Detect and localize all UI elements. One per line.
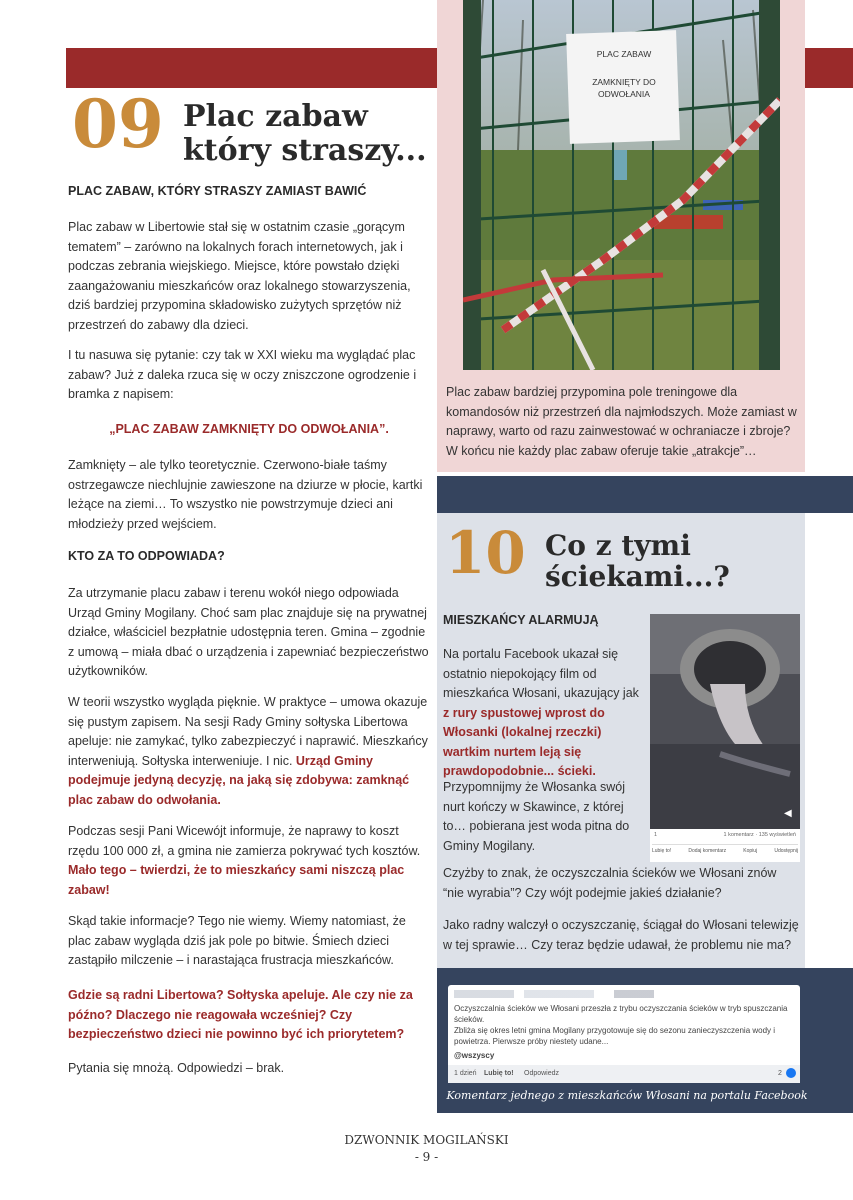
article-number: 09 [72, 85, 164, 163]
comment-action[interactable]: Dodaj komentarz [688, 848, 727, 854]
comment-time: 1 dzień [454, 1070, 477, 1077]
header-band-left [66, 48, 437, 88]
footer-title: DZWONNIK MOGILAŃSKI [344, 1133, 509, 1147]
article2-paragraph-2: Przypomnijmy że Włosanka swój nurt kończy w Skawince, z której to… pobierana jest woda pitna do Gminy Mogilany. [443, 780, 630, 853]
pipe-video-image [650, 614, 800, 829]
comment-reply[interactable]: Odpowiedz [524, 1070, 560, 1077]
closed-sign: PLAC ZABAW ZAMKNIĘTY DO ODWOŁANIA [592, 49, 656, 99]
article2-paragraph-1: Na portalu Facebook ukazał się ostatnio niepokojący film od mieszkańca Włosani, ukazujący jak z rury spustowej wprost do Włosanki (lokalnej rzeczki) wartkim nurtem leją się prawdopodobnie... ścieki. [443, 647, 639, 778]
comment-tag: @wszyscy [454, 1051, 495, 1060]
share-action[interactable]: Udostępnij [774, 848, 798, 854]
paragraph-2: I tu nasuwa się pytanie: czy tak w XXI wieku ma wyglądać plac zabaw? Już z daleka rzuca się w oczy zniszczone ogrodzenie i bramka z napisem: [68, 348, 417, 401]
quote-line: „PLAC ZABAW ZAMKNIĘTY DO ODWOŁANIA”. [109, 422, 389, 436]
paragraph-1: Plac zabaw w Libertowie stał się w ostatnim czasie „gorącym tematem” – zarówno na lokalnych forach internetowych, jak i podczas zebrania wiejskiego. Miejsce, które powstało dzięki zaangażowaniu mieszkańców oraz lokalnego stowarzyszenia, dziś bardziej przypomina składowisko zużytych sprzętów niż przestrzeń do zabawy dla dzieci. [68, 220, 411, 332]
header-band-right [805, 48, 853, 88]
paragraph-4: Za utrzymanie placu zabaw i terenu wokół niego odpowiada Urząd Gminy Mogilany. Choć sam plac znajduje się na prywatnej działce, właściciel bezpłatnie udostępnia teren. Gmina – zgodnie z umową – miała dbać o urządzenia i zapewniać bezpieczeństwo użytkowników. [68, 586, 429, 678]
video-speaker-icon[interactable]: ◀ [784, 808, 792, 819]
subhead-2: KTO ZA TO ODPOWIADA? [68, 549, 225, 563]
subhead-1: PLAC ZABAW, KTÓRY STRASZY ZAMIAST BAWIĆ [68, 184, 367, 198]
facebook-video-post [650, 614, 800, 862]
paragraph-8: Gdzie są radni Libertowa? Sołtyska apeluje. Ale czy nie za późno? Dlaczego nie reagowała wcześniej? Czy bezpieczeństwo dzieci nie powinno być ich priorytetem? [68, 988, 413, 1041]
facebook-comment-card [448, 985, 800, 1083]
post-stats: 1 komentarz · 135 wyświetleń [723, 832, 796, 838]
comment-text-1: Oczyszczalnia ścieków we Włosani przeszła z trybu oczyszczania ścieków w tryb spuszczania ścieków. [454, 1004, 788, 1024]
post-actions [652, 844, 798, 854]
paragraph-5: W teorii wszystko wygląda pięknie. W praktyce – umowa okazuje się pustym zapisem. Na sesji Rady Gminy sołtyska Libertowa apeluje: nie zamykać, tylko zabezpieczyć i naprawić. Mieszkańcy interweniują. Sołtyska interweniuje. I nic. Urząd Gminy podejmuje jedyną decyzję, na jaką się zdobywa: zamknąć plac zabaw do odwołania. [68, 695, 428, 807]
comment-text-2: Zbliża się okres letni gmina Mogilany przygotowuje się do sezonu zanieczyszczenia wody i powietrza. Pierwsze próby niestety udane... [454, 1026, 776, 1046]
divider-band [437, 476, 853, 513]
paragraph-9: Pytania się mnożą. Odpowiedzi – brak. [68, 1061, 285, 1075]
copy-action[interactable]: Kopiuj [743, 848, 758, 854]
blurred-author [454, 990, 654, 998]
reaction-count: 1 [654, 832, 658, 838]
article-headline: Plac zabaw który straszy... [183, 99, 427, 168]
article-headline-10: Co z tymi ściekami...? [545, 529, 730, 594]
playground-photo [463, 0, 780, 370]
photo-caption: Plac zabaw bardziej przypomina pole treningowe dla komandosów niż przestrzeń dla najmłodszych. Może zamiast w naprawy, warto od razu zainwestować w ochraniacze i zbroje? W końcu nie każdy plac zabaw oferuje takie „atrakcje”… [446, 385, 797, 458]
like-action[interactable]: Lubię to! [652, 848, 672, 854]
paragraph-3: Zamknięty – ale tylko teoretycznie. Czerwono-białe taśmy ostrzegawcze niechlujnie zawieszone na dziurze w płocie, kartki leżące na ziemi… To wszystko nie powstrzymuje dzieci ani młodzieży przed wejściem. [68, 458, 423, 531]
page-number: - 9 - [414, 1150, 439, 1164]
article2-paragraph-3: Czyżby to znak, że oczyszczalnia ścieków we Włosani znów “nie wyrabia”? Czy wójt podejmie jakieś działanie? [443, 866, 777, 900]
paragraph-7: Skąd takie informacje? Tego nie wiemy. Wiemy natomiast, że plac zabaw wygląda dziś jak pole po bitwie. Śmiech dzieci zastąpiło milczenie – i narastająca frustracja mieszkańców. [68, 914, 406, 967]
comment-footer [448, 1065, 800, 1083]
comment-like-count: 2 [778, 1070, 782, 1077]
paragraph-6: Podczas sesji Pani Wicewójt informuje, że naprawy to koszt rzędu 100 000 zł, a gmina nie zamierza pokrywać tych kosztów. Mało tego – twierdzi, że to mieszkańcy sami niszczą plac zabaw! [68, 824, 421, 897]
comment-like[interactable]: Lubię to! [484, 1070, 514, 1077]
article2-paragraph-4: Jako radny walczył o oczyszczanię, ściągał do Włosani telewizję w tej sprawie… Czy teraz będzie udawał, że problemu nie ma? [443, 918, 799, 952]
article-number-10: 10 [445, 519, 526, 587]
subhead-alarm: MIESZKAŃCY ALARMUJĄ [443, 613, 599, 627]
comment-caption: Komentarz jednego z mieszkańców Włosani na portalu Facebook [446, 1089, 808, 1102]
like-icon [786, 1068, 796, 1078]
